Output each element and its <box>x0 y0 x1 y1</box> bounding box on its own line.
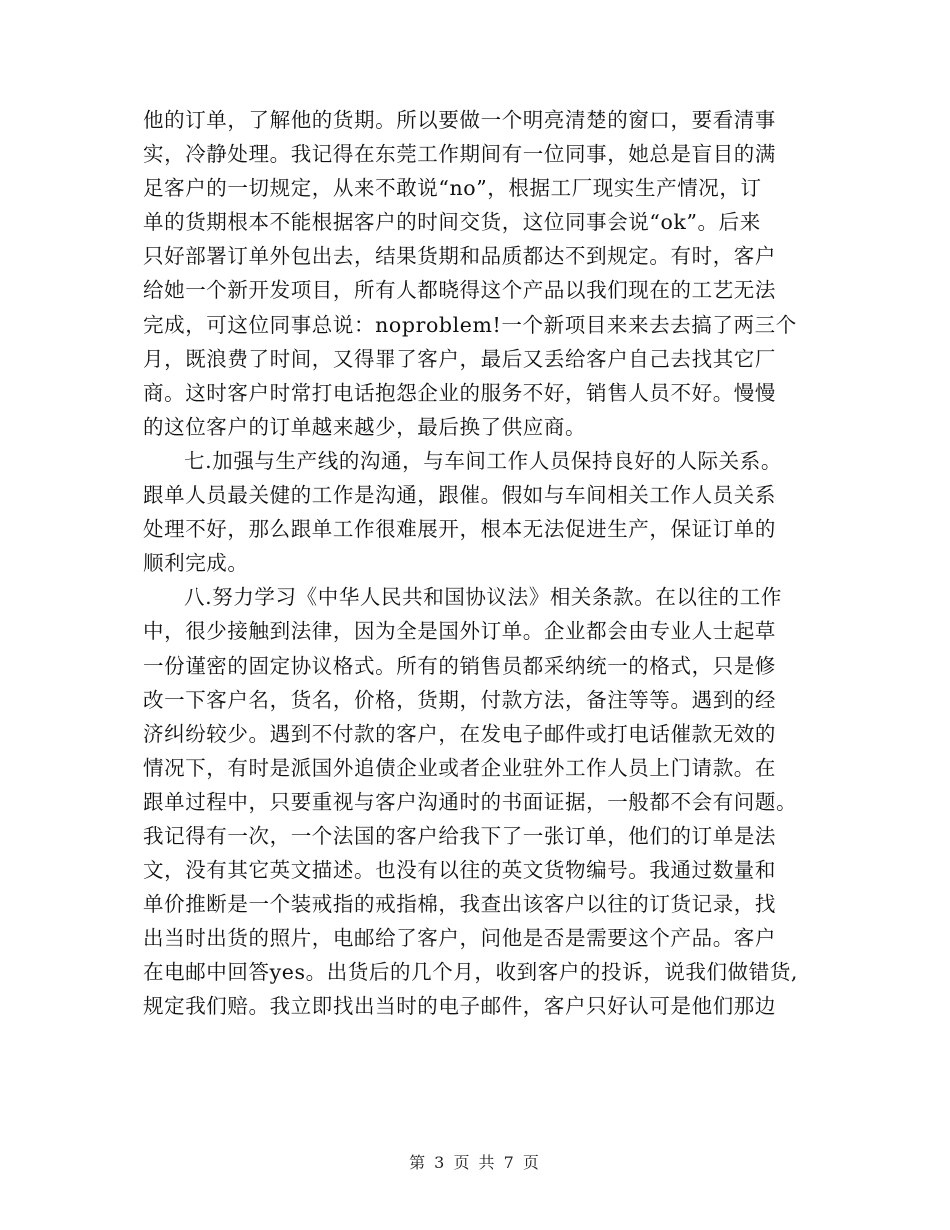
page-number-footer: 第 3 页 共 7 页 <box>409 1153 541 1172</box>
document-body <box>143 103 813 1024</box>
text-line: 改一下客户名，货名，价格，货期，付款方法，备注等等。遇到的经 <box>143 687 776 712</box>
text-line: 实，冷静处理。我记得在东莞工作期间有一位同事，她总是盲目的满 <box>143 142 776 167</box>
text-line: 我记得有一次，一个法国的客户给我下了一张订单，他们的订单是法 <box>143 823 776 848</box>
text-line: 处理不好，那么跟单工作很难展开，根本无法促进生产，保证订单的 <box>143 517 776 542</box>
text-line: 一份谨密的固定协议格式。所有的销售员都采纳统一的格式，只是修 <box>143 653 776 678</box>
text-line: 商。这时客户时常打电话抱怨企业的服务不好，销售人员不好。慢慢 <box>143 380 776 405</box>
text-line: 月，既浪费了时间，又得罪了客户，最后又丢给客户自己去找其它厂 <box>143 346 776 371</box>
text-line: 中，很少接触到法律，因为全是国外订单。企业都会由专业人士起草 <box>143 619 776 644</box>
text-line: 完成，可这位同事总说：noproblem!一个新项目来来去去搞了两三个 <box>143 312 797 337</box>
text-line: 顺利完成。 <box>143 551 249 576</box>
text-line: 跟单人员最关健的工作是沟通，跟催。假如与车间相关工作人员关系 <box>143 483 776 508</box>
text-line: 在电邮中回答yes。出货后的几个月，收到客户的投诉，说我们做错货, <box>143 960 799 985</box>
text-line: 济纠纷较少。遇到不付款的客户，在发电子邮件或打电话催款无效的 <box>143 721 776 746</box>
text-line: 出当时出货的照片，电邮给了客户，问他是否是需要这个产品。客户 <box>143 926 776 951</box>
text-line: 单价推断是一个装戒指的戒指棉，我查出该客户以往的订货记录，找 <box>143 892 776 917</box>
text-line: 的这位客户的订单越来越少，最后换了供应商。 <box>143 414 587 439</box>
text-line: 足客户的一切规定，从来不敢说“no”，根据工厂现实生产情况，订 <box>143 176 762 201</box>
text-line: 情况下，有时是派国外追债企业或者企业驻外工作人员上门请款。在 <box>143 755 776 780</box>
text-line: 他的订单，了解他的货期。所以要做一个明亮清楚的窗口，要看清事 <box>143 108 776 132</box>
section-heading-7: 七.加强与生产线的沟通，与车间工作人员保持良好的人际关系。 <box>184 448 782 473</box>
text-line: 单的货期根本不能根据客户的时间交货，这位同事会说“ok”。后来 <box>143 210 761 235</box>
text-line: 给她一个新开发项目，所有人都晓得这个产品以我们现在的工艺无法 <box>143 278 776 303</box>
section-heading-8: 八.努力学习《中华人民共和国协议法》相关条款。在以往的工作 <box>184 585 782 610</box>
text-line: 只好部署订单外包出去，结果货期和品质都达不到规定。有时，客户 <box>143 244 776 269</box>
text-line: 跟单过程中，只要重视与客户沟通时的书面证据，一般都不会有问题。 <box>143 789 798 814</box>
text-line: 文，没有其它英文描述。也没有以往的英文货物编号。我通过数量和 <box>143 858 776 883</box>
text-line: 规定我们赔。我立即找出当时的电子邮件，客户只好认可是他们那边 <box>143 994 776 1019</box>
